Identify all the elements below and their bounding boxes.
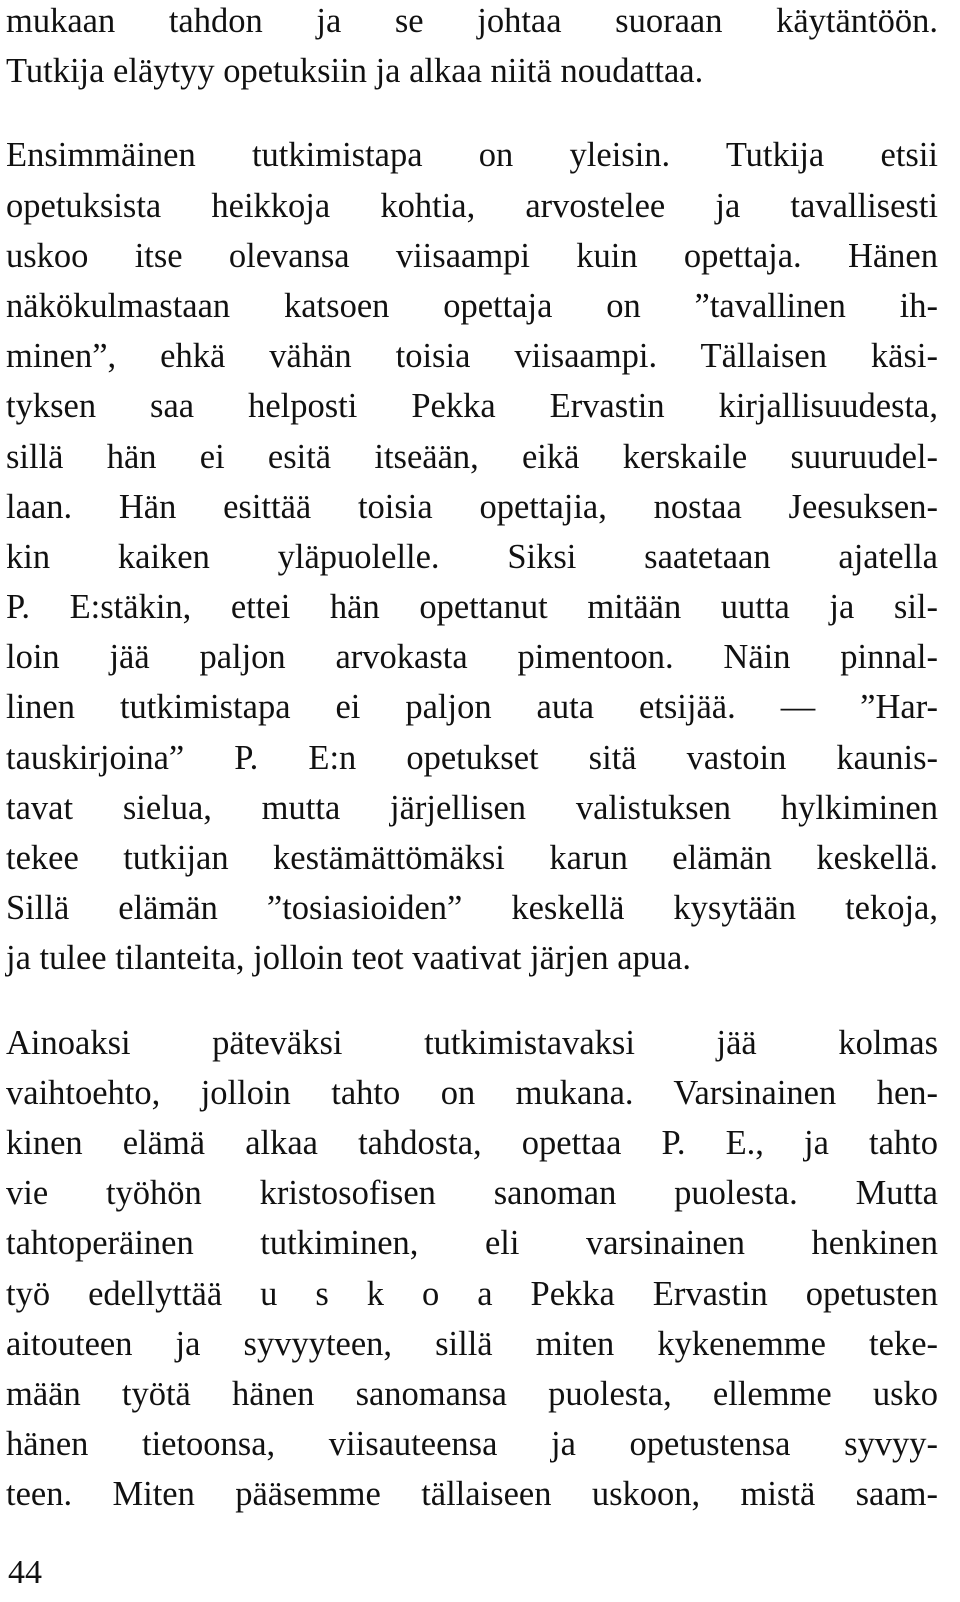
text-line: vie työhön kristosofisen sanoman puolesta. Mutta — [6, 1174, 938, 1213]
text-line: uskoo itse olevansa viisaampi kuin opettaja. Hänen — [6, 236, 938, 275]
text-line: tyksen saa helposti Pekka Ervastin kirjallisuudesta, — [6, 387, 938, 426]
text-line: opetuksista heikkoja kohtia, arvostelee ja tavallisesti — [6, 186, 938, 225]
text-line: mukaan tahdon ja se johtaa suoraan käytäntöön. — [6, 2, 938, 40]
text-line: kin kaiken yläpuolelle. Siksi saatetaan ajatella — [6, 537, 938, 576]
text-line: kinen elämä alkaa tahdosta, opettaa P. E., ja tahto — [6, 1123, 938, 1162]
text-line: Tutkija eläytyy opetuksiin ja alkaa niitä noudattaa. — [6, 52, 704, 91]
text-line: vaihtoehto, jolloin tahto on mukana. Varsinainen hen- — [6, 1073, 938, 1112]
text-line: tauskirjoina” P. E:n opetukset sitä vastoin kaunis- — [6, 738, 938, 777]
paragraph-3 — [6, 1018, 938, 1520]
text-line: tahtoperäinen tutkiminen, eli varsinainen henkinen — [6, 1224, 938, 1263]
text-line: näkökulmastaan katsoen opettaja on ”tavallinen ih- — [6, 286, 938, 325]
text-line: teen. Miten pääsemme tällaiseen uskoon, mistä saam- — [6, 1475, 938, 1514]
text-line: linen tutkimistapa ei paljon auta etsijää. — ”Har- — [6, 688, 938, 727]
text-line: Ensimmäinen tutkimistapa on yleisin. Tutkija etsii — [6, 136, 938, 175]
text-line: laan. Hän esittää toisia opettajia, nostaa Jeesuksen- — [6, 487, 938, 526]
text-line: Ainoaksi päteväksi tutkimistavaksi jää kolmas — [6, 1023, 938, 1062]
text-line: minen”, ehkä vähän toisia viisaampi. Tällaisen käsi- — [6, 337, 938, 376]
page-number: 44 — [8, 1554, 42, 1591]
page-body — [6, 0, 938, 1519]
paragraph-2 — [6, 130, 938, 983]
text-line: tekee tutkijan kestämättömäksi karun elämän keskellä. — [6, 839, 938, 877]
text-line: tavat sielua, mutta järjellisen valistuksen hylkiminen — [6, 788, 938, 827]
text-line: sillä hän ei esitä itseään, eikä kerskaile suuruudel- — [6, 437, 938, 476]
paragraph-1 — [6, 0, 938, 96]
text-line: loin jää paljon arvokasta pimentoon. Näin pinnal- — [6, 638, 938, 677]
text-line: aitouteen ja syvyyteen, sillä miten kykenemme teke- — [6, 1324, 938, 1363]
text-line: ja tulee tilanteita, jolloin teot vaativat järjen apua. — [6, 939, 691, 978]
text-line: hänen tietoonsa, viisauteensa ja opetustensa syvyy- — [6, 1425, 938, 1464]
text-line: P. E:stäkin, ettei hän opettanut mitään uutta ja sil- — [6, 588, 938, 627]
text-line: työ edellyttää u s k o a Pekka Ervastin opetusten — [6, 1274, 938, 1313]
text-line: mään työtä hänen sanomansa puolesta, ellemme usko — [6, 1374, 938, 1413]
text-line: Sillä elämän ”tosiasioiden” keskellä kysytään tekoja, — [6, 889, 938, 928]
